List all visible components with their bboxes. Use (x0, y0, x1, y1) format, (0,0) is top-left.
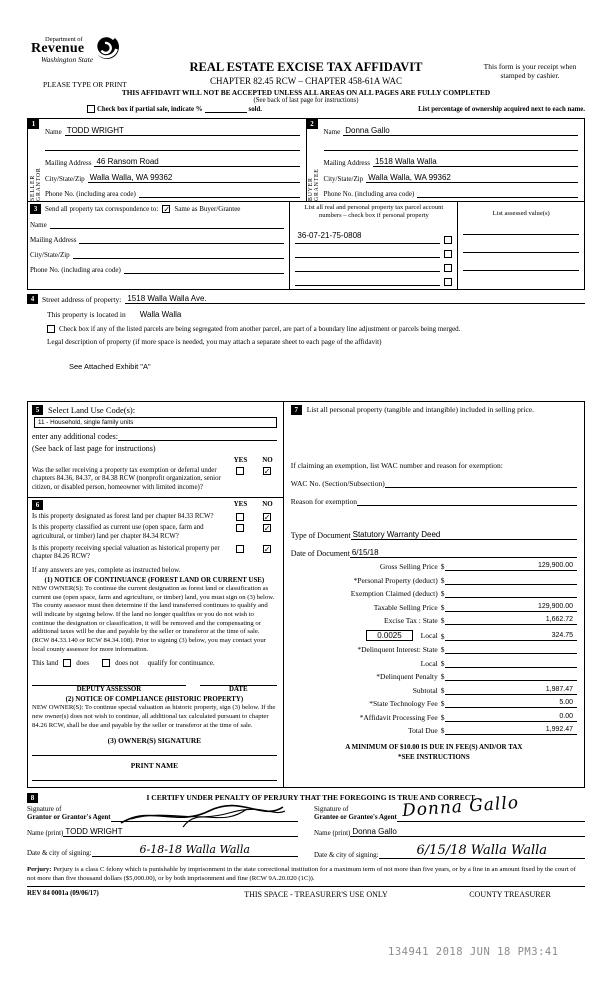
type-or-print-note: PLEASE TYPE OR PRINT (43, 80, 127, 89)
personal-deduct-label: *Personal Property (deduct) (353, 575, 438, 585)
seller-phone-label: Phone No. (including area code) (45, 190, 136, 198)
forest-land-question: Is this property designated as forest land per chapter 84.33 RCW? (32, 512, 214, 520)
buyer-section (307, 119, 585, 201)
deputy-assessor-label: DEPUTY ASSESSOR (76, 686, 142, 694)
s3-mailing-label: Mailing Address (30, 236, 77, 244)
grantee-name-label: Name (print) (314, 829, 351, 838)
buyer-name-value[interactable]: Donna Gallo (345, 126, 390, 135)
dollar-sign: $ (440, 699, 445, 709)
doc-date-label: Date of Document (290, 548, 350, 558)
header (27, 36, 585, 118)
delinquent-interest-state-value[interactable] (445, 645, 578, 654)
land-does-not-checkbox[interactable] (102, 659, 110, 667)
subtotal-value[interactable]: 1,987.47 (445, 686, 578, 695)
partial-sale-label: Check box if partial sale, indicate % (97, 106, 203, 113)
notice-continuance-title: (1) NOTICE OF CONTINUANCE (FOREST LAND OR CURRENT USE) (44, 576, 265, 584)
dollar-sign: $ (440, 562, 445, 572)
notice-compliance-title: (2) NOTICE OF COMPLIANCE (HISTORIC PROPERTY) (65, 696, 244, 704)
personal-deduct-value[interactable] (445, 576, 578, 585)
tax-correspondence-section (28, 202, 584, 289)
dollar-sign: $ (440, 575, 445, 585)
s3-phone-label: Phone No. (including area code) (30, 266, 121, 274)
financial-column (284, 402, 584, 787)
section-5-marker: 5 (32, 405, 43, 415)
grantee-sig-label-2: Grantee or Grantee's Agent (314, 813, 397, 822)
seller-mailing-label: Mailing Address (45, 159, 92, 167)
grantor-date-city-value[interactable]: 6-18-18 Walla Walla (139, 843, 250, 857)
assessed-value-line[interactable] (463, 262, 579, 271)
s3-name-line[interactable] (50, 220, 285, 229)
historic-no-checkbox[interactable]: ✓ (263, 544, 271, 554)
yes-header-2: YES (233, 499, 248, 508)
s3-name-label: Name (30, 221, 47, 229)
blank-line[interactable] (324, 142, 579, 151)
s3-city-line[interactable] (73, 250, 285, 259)
form-title: REAL ESTATE EXCISE TAX AFFIDAVIT (189, 60, 423, 74)
treasurer-date-stamp: 134941 2018 JUN 18 PM3:41 (388, 946, 559, 958)
dollar-sign: $ (440, 589, 445, 599)
land-use-code-value[interactable]: 11 - Household, single family units (34, 417, 277, 428)
wac-label: WAC No. (Section/Subsection) (290, 478, 385, 488)
section-6-marker: 6 (32, 500, 43, 510)
county-treasurer-label: COUNTY TREASURER (469, 890, 551, 900)
certification-section (27, 793, 585, 860)
dollar-sign: $ (440, 685, 445, 695)
same-as-buyer-checkbox[interactable]: ✓ (163, 205, 171, 214)
legal-description-label: Legal description of property (if more space is needed, you may attach a separate sheet to each page of the affidavit) (47, 337, 382, 346)
delinquent-interest-local-value[interactable] (445, 659, 578, 668)
delinquent-penalty-label: *Delinquent Penalty (376, 672, 438, 682)
partial-sale-percent-line[interactable] (205, 112, 247, 113)
seller-city-label: City/State/Zip (45, 175, 85, 183)
excise-state-value[interactable]: 1,662.72 (445, 616, 578, 625)
segregated-checkbox[interactable] (47, 325, 55, 333)
section-7-marker: 7 (291, 405, 302, 415)
dollar-sign: $ (440, 658, 445, 668)
processing-fee-label: *Affidavit Processing Fee (359, 712, 438, 722)
delinquent-penalty-value[interactable] (445, 672, 578, 681)
seller-side-label: SELLER (29, 174, 36, 201)
if-yes-note: If any answers are yes, complete as instructed below. (32, 565, 181, 574)
seller-city-value[interactable]: Walla Walla, WA 99362 (89, 173, 173, 182)
taxable-price-label: Taxable Selling Price (373, 602, 438, 612)
dor-swirl-icon (93, 36, 123, 69)
section-2-marker: 2 (307, 119, 318, 129)
assessed-values-header: List assessed value(s) (492, 210, 550, 217)
qualify-label: qualify for continuance. (147, 659, 215, 668)
seller-mailing-value[interactable]: 46 Ransom Road (96, 157, 159, 166)
grantee-signature-value: Donna Gallo (401, 792, 520, 821)
seller-name-label: Name (45, 128, 62, 136)
gross-price-value[interactable]: 129,900.00 (445, 562, 578, 571)
buyer-mailing-label: Mailing Address (323, 159, 370, 167)
section-1-marker: 1 (28, 119, 39, 129)
see-instructions-note: *SEE INSTRUCTIONS (397, 752, 470, 761)
historic-question: Is this property receiving special valuation as historical property per chapter 84.26 RCW? (32, 544, 220, 561)
exemption-deduct-value[interactable] (445, 589, 578, 598)
print-name-line[interactable] (32, 770, 277, 781)
certify-statement: I CERTIFY UNDER PENALTY OF PERJURY THAT THE FOREGOING IS TRUE AND CORRECT. (146, 793, 477, 803)
perjury-note (27, 866, 585, 883)
no-header: NO (262, 455, 273, 464)
forest-yes-checkbox[interactable] (236, 513, 244, 521)
exemption-question: Was the seller receiving a property tax exemption or deferral under chapters 84.36, 84.37, or 84.38 RCW (nonprofit organization, senior citizen, or disabled person, homeowner with limited income)? (32, 466, 221, 492)
deputy-assessor-line[interactable] (32, 678, 186, 686)
assessor-date-line[interactable] (200, 678, 277, 686)
logo-revenue-text: Revenue (31, 41, 85, 56)
located-in-label: This property is located in (47, 309, 126, 319)
buyer-city-value[interactable]: Walla Walla, WA 99362 (368, 173, 451, 182)
parcel-checkbox[interactable] (444, 278, 452, 286)
dollar-sign: $ (440, 602, 445, 612)
form-revision-number: REV 84 0001a (09/06/17) (27, 890, 99, 898)
grantor-sig-label-1: Signature of (27, 804, 62, 813)
additional-codes-label: enter any additional codes: (32, 431, 118, 441)
dollar-sign: $ (440, 645, 445, 655)
street-address-label: Street address of property: (42, 294, 122, 304)
wac-line[interactable] (385, 479, 577, 488)
doc-type-label: Type of Document (290, 530, 351, 540)
street-address-value[interactable]: 1518 Walla Walla Ave. (127, 293, 207, 303)
treasurer-space-label: THIS SPACE - TREASURER'S USE ONLY (244, 890, 388, 900)
buyer-city-label: City/State/Zip (323, 175, 364, 183)
parcel-checkbox[interactable] (444, 264, 452, 272)
this-land-label: This land (32, 659, 59, 668)
footer (27, 886, 585, 899)
details-box (27, 401, 585, 788)
land-does-checkbox[interactable] (63, 659, 71, 667)
s3-phone-line[interactable] (124, 265, 285, 274)
print-name-title: PRINT NAME (130, 760, 179, 770)
taxable-price-value[interactable]: 129,900.00 (445, 603, 578, 612)
yes-header: YES (233, 455, 248, 464)
no-header-2: NO (262, 499, 273, 508)
buyer-name-label: Name (323, 128, 341, 136)
see-back-note-2: (See back of last page for instructions) (32, 443, 156, 453)
grantee-date-city-value[interactable]: 6/15/18 Walla Walla (416, 843, 548, 859)
blank-line[interactable] (295, 277, 440, 286)
owners-signature-title: (3) OWNER(S) SIGNATURE (107, 735, 202, 745)
logo-dept-text: Department of (45, 36, 83, 43)
reason-label: Reason for exemption (290, 496, 357, 506)
tech-fee-value[interactable]: 5.00 (445, 699, 578, 708)
buyer-phone-line[interactable] (417, 189, 578, 198)
dollar-sign: $ (440, 726, 445, 736)
subtotal-label: Subtotal (412, 685, 438, 695)
gross-price-label: Gross Selling Price (379, 562, 438, 572)
located-in-value[interactable]: Walla Walla (139, 309, 182, 319)
assessor-date-label: DATE (228, 686, 248, 694)
parcel-numbers-header: List all real and personal property tax parcel account numbers – check box if personal property (304, 204, 444, 219)
parcel-checkbox[interactable] (444, 250, 452, 258)
processing-fee-value[interactable]: 0.00 (445, 713, 578, 722)
assessed-value-line[interactable] (463, 226, 579, 235)
land-use-label: Select Land Use Code(s): (48, 404, 136, 415)
owners-signature-line[interactable] (32, 745, 277, 756)
exemption-no-checkbox[interactable]: ✓ (263, 466, 271, 476)
notice-continuance-body: NEW OWNER(S): To continue the current designation as forest land or classification as current use (open space, farm and agriculture, or timber) land, you must sign on (3) below. The county assessor must then determine if the land transferred continues to qualify and will indicate by signing below. If the land no longer qualifies or you do not wish to continue the designation or classification, it will be removed and the compensating or additional taxes will be due and payable by the seller or transferor at the time of sale. (RCW 84.33.140 or RCW 84.34.108). Prior to signing (3) below, you may contact your local county assessor for more information. (32, 584, 275, 653)
current-yes-checkbox[interactable] (236, 524, 244, 532)
form-subtitle: CHAPTER 82.45 RCW – CHAPTER 458-61A WAC (210, 76, 402, 86)
warning-text: THIS AFFIDAVIT WILL NOT BE ACCEPTED UNLESS ALL AREAS ON ALL PAGES ARE FULLY COMPLETED (121, 88, 491, 97)
does-label: does (76, 659, 90, 668)
additional-codes-line[interactable] (118, 432, 277, 441)
section-8-marker: 8 (27, 793, 38, 803)
grantor-side-label: GRANTOR (35, 167, 42, 201)
dollar-sign: $ (440, 616, 445, 626)
segregated-label: Check box if any of the listed parcels are being segregated from another parcel, are part of a boundary line adjustment or parcels being merged. (59, 324, 461, 333)
s3-mailing-line[interactable] (79, 235, 284, 244)
receipt-note: This form is your receipt when stamped by cashier. (483, 62, 577, 81)
dollar-sign: $ (440, 672, 445, 682)
grantor-date-label: Date & city of signing: (27, 849, 92, 858)
grantee-signature-block (314, 792, 585, 860)
grantee-sig-label-1: Signature of (314, 804, 349, 813)
dollar-sign: $ (440, 631, 445, 641)
grantee-name-value[interactable]: Donna Gallo (352, 827, 397, 837)
sold-label: sold. (248, 106, 262, 113)
grantee-date-label: Date & city of signing: (314, 851, 379, 860)
s3-city-label: City/State/Zip (30, 251, 70, 259)
excise-state-label: Excise Tax : State (384, 616, 438, 626)
delinquent-interest-local-label: Local (420, 658, 438, 668)
dollar-sign: $ (440, 712, 445, 722)
seller-name-value[interactable]: TODD WRIGHT (66, 126, 124, 135)
minimum-fee-note: A MINIMUM OF $10.00 IS DUE IN FEE(S) AND/OR TAX (345, 743, 523, 752)
buyer-side-label: BUYER (308, 177, 314, 201)
perjury-label: Perjury: (27, 866, 52, 874)
does-not-label: does not (115, 659, 139, 668)
buyer-phone-label: Phone No. (including area code) (323, 190, 415, 198)
delinquent-interest-state-label: *Delinquent Interest: State (357, 645, 438, 655)
grantor-name-label: Name (print) (27, 829, 64, 838)
send-correspondence-label: Send all property tax correspondence to: (45, 205, 159, 213)
exemption-yes-checkbox[interactable] (236, 467, 244, 475)
excise-local-value[interactable]: 324.75 (445, 632, 578, 641)
tech-fee-label: *State Technology Fee (369, 699, 438, 709)
exemption-deduct-label: Exemption Claimed (deduct) (350, 589, 438, 599)
grantor-sig-label-2: Grantor or Grantor's Agent (27, 813, 111, 822)
partial-sale-checkbox[interactable] (87, 105, 95, 113)
blank-line[interactable] (295, 249, 440, 258)
seller-phone-line[interactable] (139, 189, 300, 198)
local-rate-value[interactable]: 0.0025 (366, 630, 412, 641)
perjury-text: Perjury is a class C felony which is punishable by imprisonment in the state correctional institution for a maximum term of not more than five years, or by a fine in an amount fixed by the court of not more than five thousand dollars ($5,000.00), or by both imprisonment and fine (RCW 9A.20.020 (1C)). (27, 866, 576, 882)
logo-state-text: Washington State (41, 55, 94, 64)
grantee-side-label: GRANTEE (314, 168, 320, 201)
doc-date-value[interactable]: 6/15/18 (351, 547, 379, 557)
excise-local-label: Local (420, 630, 438, 640)
total-due-value[interactable]: 1,992.47 (445, 726, 578, 735)
grantor-signature-line[interactable] (111, 814, 298, 822)
section-3-marker: 3 (30, 204, 41, 214)
grantor-signature-block (27, 805, 298, 860)
current-use-question: Is this property classified as current use (open space, farm and agricultural, or timber) land per chapter 84.34 RCW? (32, 524, 204, 540)
reason-line[interactable] (357, 497, 577, 506)
same-as-buyer-label: Same as Buyer/Grantee (174, 205, 241, 213)
assessed-value-line[interactable] (463, 244, 579, 253)
property-address-section (27, 294, 585, 397)
section-4-marker: 4 (27, 294, 38, 304)
legal-description-value[interactable]: See Attached Exhibit "A" (69, 361, 151, 371)
land-use-column (28, 402, 284, 787)
exemption-note: If claiming an exemption, list WAC number and reason for exemption: (290, 460, 503, 470)
blank-line[interactable] (45, 142, 300, 151)
see-back-note: (See back of last page for instructions) (253, 97, 359, 104)
parcel-number-value[interactable]: 36-07-21-75-0808 (297, 230, 362, 240)
historic-yes-checkbox[interactable] (236, 545, 244, 553)
current-no-checkbox[interactable]: ✓ (263, 524, 271, 534)
blank-line[interactable] (295, 263, 440, 272)
total-due-label: Total Due (408, 726, 438, 736)
doc-type-value[interactable]: Statutory Warranty Deed (352, 529, 441, 539)
forest-no-checkbox[interactable]: ✓ (263, 512, 271, 522)
ownership-note: List percentage of ownership acquired next to each name. (418, 106, 585, 113)
seller-section (28, 119, 307, 201)
parcel-checkbox[interactable] (444, 236, 452, 244)
personal-property-label: List all personal property (tangible and intangible) included in selling price. (306, 404, 534, 414)
grantor-name-value[interactable]: TODD WRIGHT (65, 827, 123, 837)
dor-logo (31, 36, 123, 69)
notice-compliance-body: NEW OWNER(S): To continue special valuation as historic property, sign (3) below. If the new owner(s) does not wish to continue, all additional tax calculated pursuant to chapter 84.26 RCW, shall be due and payable by the seller or transferor at the time of sale. (32, 704, 276, 729)
buyer-mailing-value[interactable]: 1518 Walla Walla (374, 157, 437, 166)
parties-box (27, 118, 585, 290)
